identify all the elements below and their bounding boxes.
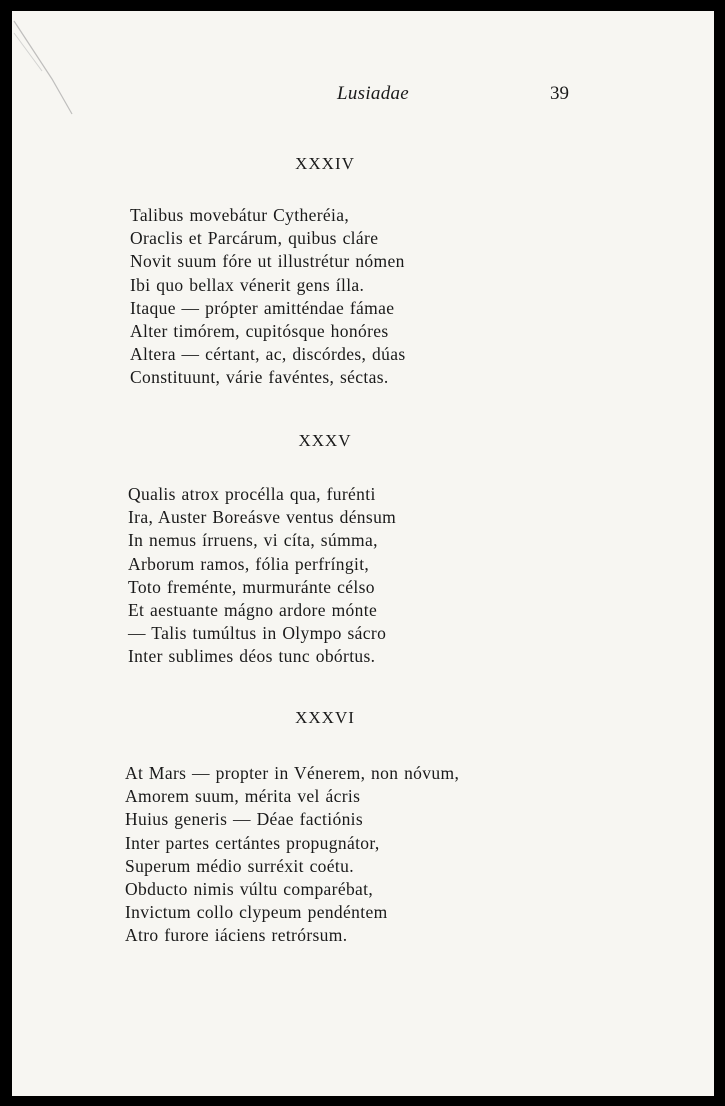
page-number: 39 — [550, 83, 569, 104]
verse-line: Qualis atrox procélla qua, furénti — [128, 484, 376, 504]
verse-line: Toto freménte, murmuránte célso — [128, 576, 375, 597]
stanza-number-36: XXXVI — [295, 708, 355, 727]
verse-line: Arborum ramos, fólia perfríngit, — [128, 553, 370, 574]
verse-line: Invictum collo clypeum pendéntem — [125, 902, 388, 923]
stanza-36 — [125, 762, 459, 948]
verse-line: Atro furore iáciens retrórsum. — [125, 925, 348, 946]
verse-line: Ira, Auster Boreásve ventus dénsum — [128, 507, 397, 528]
verse-line: Huius generis — Déae factiónis — [125, 809, 364, 830]
stanza-number-34: XXXIV — [295, 154, 355, 173]
verse-line: At Mars — propter in Vénerem, non nóvum, — [125, 763, 460, 783]
stanza-35 — [128, 483, 396, 669]
verse-line: Oraclis et Parcárum, quibus cláre — [130, 228, 379, 249]
verse-line: Inter sublimes déos tunc obórtus. — [128, 646, 376, 667]
verse-line: Constituunt, várie favéntes, séctas. — [130, 367, 389, 388]
verse-line: Inter partes certántes propugnátor, — [125, 832, 380, 853]
verse-line: In nemus írruens, vi cíta, súmma, — [128, 530, 378, 551]
verse-line: Novit suum fóre ut illustrétur nómen — [130, 251, 405, 272]
verse-line: Alter timórem, cupitósque honóres — [130, 321, 389, 342]
book-page — [12, 11, 714, 1096]
verse-line: — Talis tumúltus in Olympo sácro — [128, 623, 387, 644]
running-title: Lusiadae — [336, 83, 410, 104]
verse-line: Altera — cértant, ac, discórdes, dúas — [130, 344, 406, 365]
verse-line: Superum médio surréxit coétu. — [125, 855, 354, 876]
verse-line: Itaque — própter amitténdae fámae — [130, 297, 395, 318]
scan-crease-mark — [12, 19, 102, 139]
stanza-34 — [130, 204, 406, 390]
verse-line: Et aestuante mágno ardore mónte — [128, 600, 378, 621]
verse-line: Obducto nimis vúltu comparébat, — [125, 879, 374, 900]
verse-line: Ibi quo bellax vénerit gens ílla. — [130, 274, 365, 295]
verse-line: Amorem suum, mérita vel ácris — [125, 786, 361, 807]
verse-line: Talibus movebátur Cytheréia, — [130, 205, 350, 225]
stanza-number-35: XXXV — [298, 431, 352, 450]
